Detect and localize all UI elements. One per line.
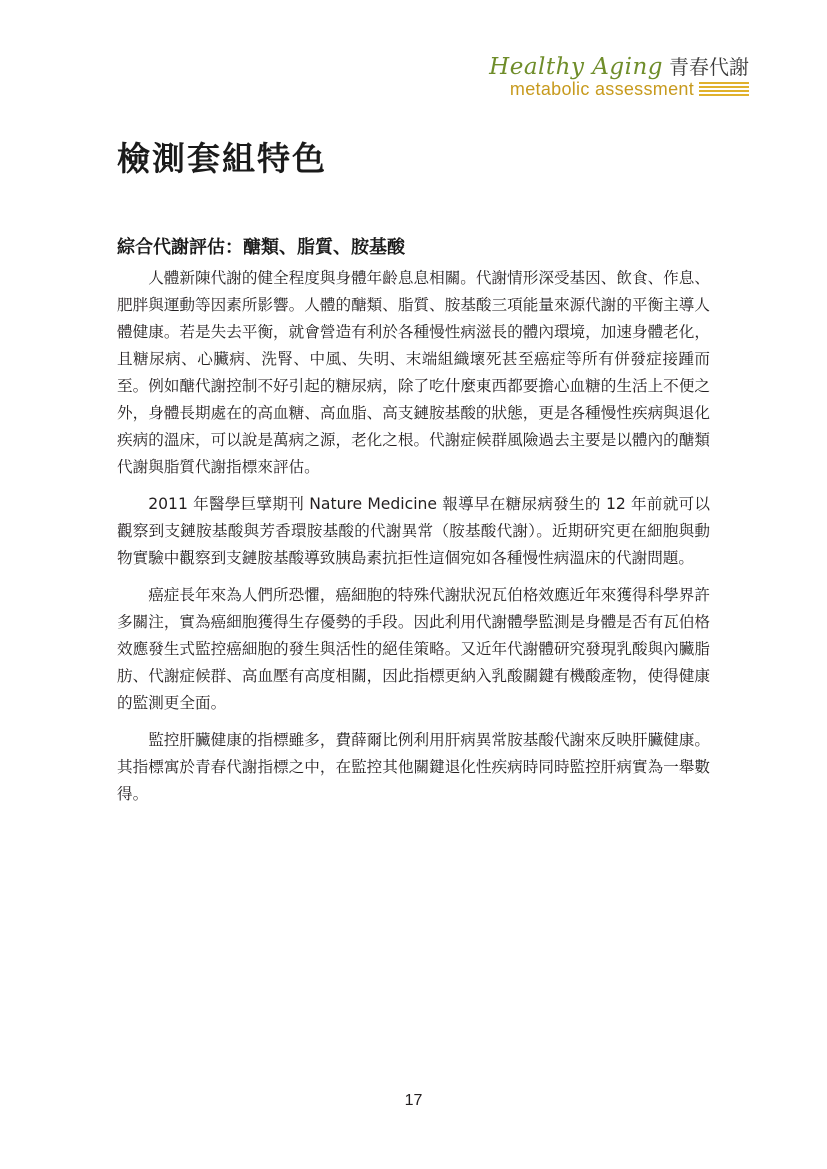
brand-chinese-title: 青春代謝 [669, 55, 749, 79]
page-number: 17 [404, 1092, 423, 1109]
paragraph-3: 癌症長年來為人們所恐懼，癌細胞的特殊代謝狀況瓦伯格效應近年來獲得科學界許多關注，實為癌細胞獲得生存優勢的手段。因此利用代謝體學監測是身體是否有瓦伯格效應發生式監控癌細胞的發生與活性的絕佳策略。又近年代謝體研究發現乳酸與內臟脂肪、代謝症候群、高血壓有高度相關，因此指標更納入乳酸關鍵有機酸產物，使得健康的監測更全面。 [117, 586, 710, 712]
paragraph-1: 人體新陳代謝的健全程度與身體年齡息息相關。代謝情形深受基因、飲食、作息、肥胖與運動等因素所影響。人體的醣類、脂質、胺基酸三項能量來源代謝的平衡主導人體健康。若是失去平衡，就會營造有利於各種慢性病滋長的體內環境，加速身體老化，且糖尿病、心臟病、洗腎、中風、失明、末端組織壞死甚至癌症等所有併發症接踵而至。例如醣代謝控制不好引起的糖尿病，除了吃什麼東西都要擔心血糖的生活上不便之外，身體長期處在的高血糖、高血脂、高支鏈胺基酸的狀態，更是各種慢性疾病與退化疾病的溫床，可以說是萬病之源，老化之根。代謝症候群風險過去主要是以體內的醣類代謝與脂質代謝指標來評估。 [117, 269, 710, 476]
body-content [117, 265, 710, 818]
section-heading: 綜合代謝評估：醣類、脂質、胺基酸 [117, 237, 405, 258]
brand-script-title: Healthy Aging [489, 54, 663, 80]
page-header [409, 52, 749, 104]
paragraph-4: 監控肝臟健康的指標雖多，費薛爾比例利用肝病異常胺基酸代謝來反映肝臟健康。其指標寓於青春代謝指標之中，在監控其他關鍵退化性疾病時同時監控肝病實為一舉數得。 [117, 731, 710, 803]
brand-subtitle: metabolic assessment [509, 79, 694, 99]
brand-subtitle-line [510, 79, 749, 99]
decorative-stripes [699, 82, 749, 97]
page-title: 檢測套組特色 [117, 139, 327, 178]
paragraph-2: 2011 年醫學巨擘期刊 Nature Medicine 報導早在糖尿病發生的 12 年前就可以觀察到支鏈胺基酸與芳香環胺基酸的代謝異常（胺基酸代謝）。近期研究更在細胞與動物實驗中觀察到支鏈胺基酸導致胰島素抗拒性這個宛如各種慢性病溫床的代謝問題。 [117, 495, 710, 567]
